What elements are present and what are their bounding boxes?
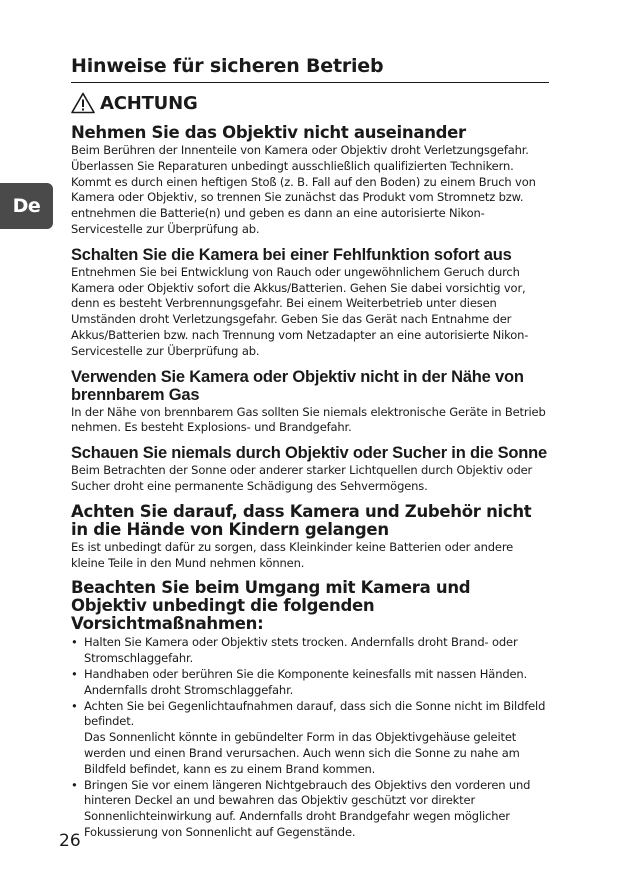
- section-disassembly: [71, 124, 549, 238]
- bullet-icon: •: [71, 777, 78, 792]
- section-body: Entnehmen Sie bei Entwicklung von Rauch oder ungewöhnlichem Geruch durch Kamera oder Objektiv sofort die Akkus/Batterien. Gehen Sie dabei vorsichtig vor, denn es besteht Verbrennungsgefahr. Bei einem Weiterbetrieb unter diesen Umständen droht Verletzungsgefahr. Geben Sie das Gerät nach Entnahme der Akkus/Batterien bzw. nach Trennung vom Netzadapter an eine autorisierte Nikon-Servicestelle zur Überprüfung ab.: [71, 264, 529, 358]
- section-children: [71, 503, 549, 572]
- warning-triangle-icon: [71, 92, 95, 114]
- list-item-text: Handhaben oder berühren Sie die Komponente keinesfalls mit nassen Händen. Andernfalls droht Stromschlaggefahr.: [84, 666, 528, 697]
- bullet-icon: •: [71, 698, 78, 713]
- caution-label: ACHTUNG: [100, 92, 198, 114]
- bullet-icon: •: [71, 666, 78, 681]
- section-heading: Beachten Sie beim Umgang mit Kamera und Objektiv unbedingt die folgenden Vorsichtmaßnahmen:: [71, 578, 471, 634]
- page-number: 26: [59, 831, 81, 851]
- section-flammable-gas: [71, 368, 549, 437]
- section-heading: Schauen Sie niemals durch Objektiv oder Sucher in die Sonne: [71, 444, 547, 463]
- section-body: Beim Betrachten der Sonne oder anderer starker Lichtquellen durch Objektiv oder Sucher droht eine permanente Schädigung des Sehvermögens.: [71, 463, 533, 493]
- language-tab: De: [0, 183, 53, 229]
- section-heading: Schalten Sie die Kamera bei einer Fehlfunktion sofort aus: [71, 245, 512, 264]
- page-title: Hinweise für sicheren Betrieb: [71, 55, 549, 83]
- caution-header: [71, 91, 549, 115]
- section-malfunction: [71, 246, 549, 360]
- section-heading: Achten Sie darauf, dass Kamera und Zubehör nicht in die Hände von Kindern gelangen: [71, 501, 532, 539]
- section-heading: Nehmen Sie das Objektiv nicht auseinander: [71, 123, 466, 142]
- section-heading: Verwenden Sie Kamera oder Objektiv nicht in der Nähe von brennbarem Gas: [71, 367, 524, 404]
- precaution-list: [71, 635, 549, 840]
- list-item-text: Bringen Sie vor einem längeren Nichtgebrauch des Objektivs den vorderen und hinteren Deckel an und bewahren das Objektiv geschützt vor direkter Sonnenlichteinwirkung auf. Andernfalls droht Brandgefahr wegen möglicher Fokussierung von Sonnenlicht auf Gegenstände.: [84, 777, 531, 839]
- list-item: [71, 667, 549, 699]
- section-body: Beim Berühren der Innenteile von Kamera oder Objektiv droht Verletzungsgefahr. Überlassen Sie Reparaturen unbedingt ausschließlich qualifizierten Technikern. Kommt es durch einen heftigen Stoß (z. B. Fall auf den Boden) zu einem Bruch von Kamera oder Objektiv, so trennen Sie zunächst das Produkt vom Stromnetz bzw. entnehmen die Batterie(n) und geben es dann an eine autorisierte Nikon-Servicestelle zur Überprüfung ab.: [71, 143, 536, 236]
- list-item: [71, 635, 549, 667]
- section-sun: [71, 444, 549, 495]
- list-item: [71, 699, 549, 778]
- section-body: In der Nähe von brennbarem Gas sollten Sie niemals elektronische Geräte in Betrieb nehmen. Es besteht Explosions- und Brandgefahr.: [71, 404, 546, 435]
- section-precautions: [71, 579, 549, 840]
- list-item: [71, 778, 549, 841]
- bullet-icon: •: [71, 635, 78, 650]
- list-item-text: Halten Sie Kamera oder Objektiv stets trocken. Andernfalls droht Brand- oder Stromschlaggefahr.: [84, 635, 518, 666]
- list-item-text: Achten Sie bei Gegenlichtaufnahmen darauf, dass sich die Sonne nicht im Bildfeld befindet.: [84, 698, 546, 729]
- list-item-extra-text: Das Sonnenlicht könnte in gebündelter Form in das Objektivgehäuse geleitet werden und einen Brand verursachen. Auch wenn sich die Sonne zu nahe am Bildfeld befindet, kann es zu einem Brand kommen.: [84, 730, 520, 776]
- section-body: Es ist unbedingt dafür zu sorgen, dass Kleinkinder keine Batterien oder andere kleine Teile in den Mund nehmen können.: [71, 539, 514, 570]
- page-content: [71, 55, 549, 841]
